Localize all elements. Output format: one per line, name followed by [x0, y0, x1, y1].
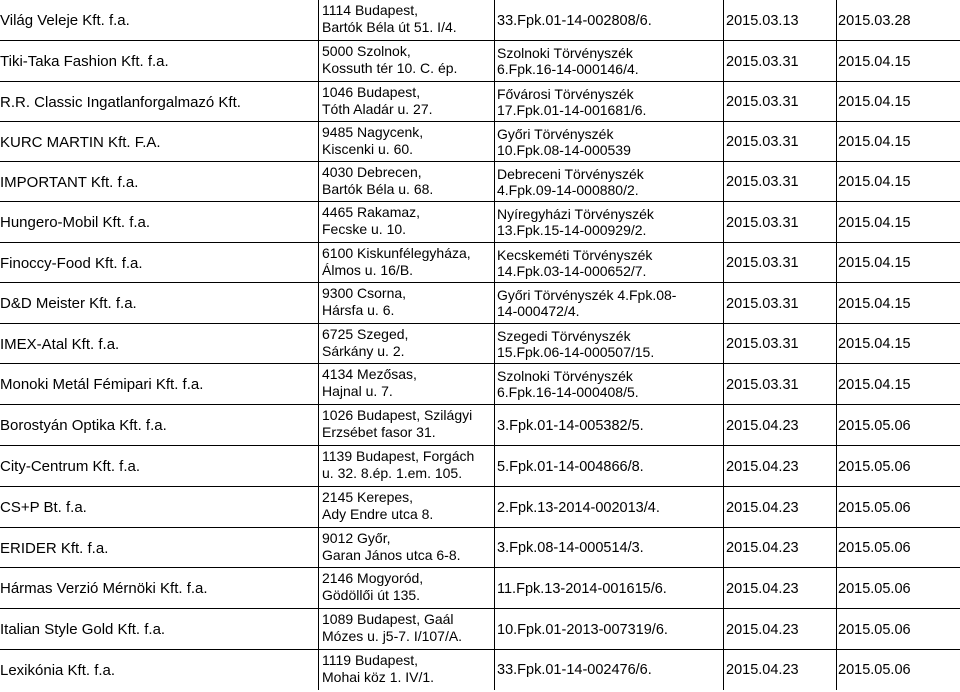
company-address [322, 446, 492, 489]
address-line-1: 1026 Budapest, Szilágyi [322, 407, 473, 423]
column-divider [723, 82, 724, 122]
case-reference [497, 162, 722, 206]
start-date: 2015.03.31 [726, 295, 799, 312]
address-line-2: Gödöllői út 135. [322, 587, 421, 603]
address-line-2: Kossuth tér 10. C. ép. [322, 60, 458, 76]
column-divider [723, 487, 724, 528]
case-line-2: 10.Fpk.08-14-000539 [497, 142, 631, 158]
column-divider [836, 283, 837, 324]
address-line-1: 2146 Mogyoród, [322, 570, 424, 586]
company-address [322, 609, 492, 652]
table-row [0, 324, 960, 364]
address-line-1: 6100 Kiskunfélegyháza, [322, 245, 471, 261]
case-line-1: 2.Fpk.13-2014-002013/4. [497, 499, 660, 516]
end-date: 2015.05.06 [838, 621, 911, 638]
column-divider [723, 0, 724, 41]
column-divider [318, 609, 319, 650]
column-divider [494, 487, 495, 528]
end-date: 2015.03.28 [838, 12, 911, 29]
case-line-1: Kecskeméti Törvényszék [497, 247, 653, 263]
case-line-1: 3.Fpk.01-14-005382/5. [497, 417, 644, 434]
table-row [0, 283, 960, 324]
column-divider [836, 243, 837, 283]
column-divider [494, 405, 495, 446]
company-address [322, 162, 492, 204]
company-address [322, 0, 492, 43]
address-line-1: 5000 Szolnok, [322, 43, 411, 59]
column-divider [723, 405, 724, 446]
end-date: 2015.04.15 [838, 134, 911, 150]
column-divider [494, 364, 495, 405]
company-address [322, 487, 492, 530]
column-divider [494, 528, 495, 568]
column-divider [318, 446, 319, 487]
end-date: 2015.05.06 [838, 458, 911, 475]
start-date: 2015.03.31 [726, 214, 799, 231]
company-name: Hungero-Mobil Kft. f.a. [0, 214, 151, 231]
column-divider [836, 0, 837, 41]
case-line-1: 5.Fpk.01-14-004866/8. [497, 458, 644, 475]
start-date: 2015.04.23 [726, 458, 799, 475]
address-line-2: Kiscenki u. 60. [322, 141, 414, 157]
end-date: 2015.05.06 [838, 662, 911, 678]
company-address [322, 202, 492, 245]
column-divider [318, 283, 319, 324]
column-divider [723, 243, 724, 283]
case-reference [497, 41, 722, 86]
case-reference [497, 405, 722, 446]
company-name: Finoccy-Food Kft. f.a. [0, 254, 143, 272]
case-line-1: Szolnoki Törvényszék [497, 45, 633, 61]
address-line-1: 1114 Budapest, [322, 2, 419, 18]
case-line-1: Fővárosi Törvényszék [497, 86, 634, 102]
case-reference [497, 650, 722, 690]
column-divider [836, 487, 837, 528]
case-reference [497, 243, 722, 287]
start-date: 2015.03.31 [726, 53, 799, 70]
case-reference [497, 487, 722, 528]
column-divider [723, 162, 724, 202]
case-line-1: 33.Fpk.01-14-002808/6. [497, 12, 652, 29]
end-date: 2015.04.15 [838, 255, 911, 271]
column-divider [318, 528, 319, 568]
column-divider [836, 162, 837, 202]
company-address [322, 283, 492, 326]
address-line-1: 4030 Debrecen, [322, 164, 422, 180]
case-line-1: Nyíregyházi Törvényszék [497, 206, 654, 222]
column-divider [723, 283, 724, 324]
case-reference [497, 568, 722, 609]
company-address [322, 405, 492, 448]
end-date: 2015.04.15 [838, 336, 911, 352]
start-date: 2015.03.31 [726, 376, 799, 393]
address-line-2: Mohai köz 1. IV/1. [322, 669, 435, 685]
case-line-1: Szegedi Törvényszék [497, 328, 631, 344]
column-divider [836, 446, 837, 487]
column-divider [836, 122, 837, 162]
column-divider [723, 609, 724, 650]
table-row [0, 0, 960, 41]
column-divider [836, 324, 837, 364]
column-divider [494, 82, 495, 122]
company-name: KURC MARTIN Kft. F.A. [0, 133, 161, 151]
address-line-2: Álmos u. 16/B. [322, 262, 414, 278]
address-line-1: 9300 Csorna, [322, 285, 407, 301]
company-name: ERIDER Kft. f.a. [0, 539, 109, 557]
column-divider [318, 41, 319, 82]
company-address [322, 324, 492, 366]
column-divider [494, 122, 495, 162]
company-name: Borostyán Optika Kft. f.a. [0, 417, 167, 434]
case-reference [497, 324, 722, 368]
start-date: 2015.03.31 [726, 134, 799, 150]
column-divider [318, 650, 319, 690]
case-reference [497, 202, 722, 247]
start-date: 2015.03.31 [726, 94, 799, 110]
case-reference [497, 364, 722, 409]
address-line-2: Hársfa u. 6. [322, 302, 395, 318]
case-line-2: 14-000472/4. [497, 303, 580, 319]
column-divider [836, 41, 837, 82]
start-date: 2015.03.31 [726, 174, 799, 190]
column-divider [494, 650, 495, 690]
address-line-2: Mózes u. j5-7. I/107/A. [322, 628, 463, 644]
company-name: Monoki Metál Fémipari Kft. f.a. [0, 376, 204, 393]
address-line-2: Sárkány u. 2. [322, 343, 405, 359]
address-line-2: Tóth Aladár u. 27. [322, 101, 433, 117]
company-name: Tiki-Taka Fashion Kft. f.a. [0, 53, 169, 70]
table-row [0, 82, 960, 122]
column-divider [836, 202, 837, 243]
column-divider [723, 568, 724, 609]
column-divider [836, 528, 837, 568]
company-name: R.R. Classic Ingatlanforgalmazó Kft. [0, 93, 241, 111]
column-divider [318, 82, 319, 122]
table-row [0, 568, 960, 609]
case-line-1: 33.Fpk.01-14-002476/6. [497, 662, 652, 678]
case-line-1: Debreceni Törvényszék [497, 166, 644, 182]
end-date: 2015.04.15 [838, 94, 911, 110]
company-address [322, 568, 492, 611]
column-divider [836, 82, 837, 122]
end-date: 2015.04.15 [838, 295, 911, 312]
column-divider [494, 41, 495, 82]
end-date: 2015.04.15 [838, 53, 911, 70]
address-line-2: Bartók Béla út 51. I/4. [322, 19, 457, 35]
start-date: 2015.03.13 [726, 12, 799, 29]
case-reference [497, 609, 722, 650]
address-line-2: u. 32. 8.ép. 1.em. 105. [322, 465, 463, 481]
column-divider [723, 364, 724, 405]
column-divider [318, 568, 319, 609]
column-divider [723, 528, 724, 568]
end-date: 2015.05.06 [838, 417, 911, 434]
company-name: Lexikónia Kft. f.a. [0, 661, 116, 679]
column-divider [723, 324, 724, 364]
case-reference [497, 82, 722, 126]
company-address [322, 41, 492, 84]
column-divider [723, 446, 724, 487]
column-divider [836, 609, 837, 650]
start-date: 2015.04.23 [726, 499, 799, 516]
address-line-1: 9012 Győr, [322, 530, 391, 546]
start-date: 2015.04.23 [726, 662, 799, 678]
column-divider [318, 405, 319, 446]
company-address [322, 650, 492, 692]
column-divider [318, 364, 319, 405]
address-line-1: 1089 Budapest, Gaál [322, 611, 454, 627]
address-line-1: 2145 Kerepes, [322, 489, 414, 505]
case-line-1: Szolnoki Törvényszék [497, 368, 633, 384]
column-divider [494, 202, 495, 243]
table-row [0, 528, 960, 568]
column-divider [836, 364, 837, 405]
table-row [0, 487, 960, 528]
address-line-1: 1139 Budapest, Forgách [322, 448, 475, 464]
column-divider [318, 202, 319, 243]
table-row [0, 364, 960, 405]
address-line-2: Bartók Béla u. 68. [322, 181, 434, 197]
case-line-2: 17.Fpk.01-14-001681/6. [497, 102, 647, 118]
column-divider [494, 0, 495, 41]
case-reference [497, 122, 722, 166]
company-name: Hármas Verzió Mérnöki Kft. f.a. [0, 580, 208, 597]
end-date: 2015.04.15 [838, 376, 911, 393]
address-line-2: Ady Endre utca 8. [322, 506, 434, 522]
case-reference [497, 528, 722, 568]
case-line-1: 11.Fpk.13-2014-001615/6. [497, 580, 667, 597]
table-row [0, 243, 960, 283]
start-date: 2015.03.31 [726, 255, 799, 271]
address-line-1: 4134 Mezősas, [322, 366, 417, 382]
case-reference [497, 283, 722, 328]
column-divider [723, 41, 724, 82]
end-date: 2015.04.15 [838, 214, 911, 231]
table-row [0, 202, 960, 243]
column-divider [723, 122, 724, 162]
company-address [322, 82, 492, 124]
table-row [0, 405, 960, 446]
column-divider [318, 162, 319, 202]
case-line-1: 3.Fpk.08-14-000514/3. [497, 540, 644, 556]
company-name: City-Centrum Kft. f.a. [0, 458, 141, 475]
address-line-1: 1119 Budapest, [322, 652, 419, 668]
address-line-1: 1046 Budapest, [322, 84, 421, 100]
case-line-1: Győri Törvényszék 4.Fpk.08- [497, 287, 677, 303]
start-date: 2015.04.23 [726, 580, 799, 597]
column-divider [318, 487, 319, 528]
case-reference [497, 446, 722, 487]
column-divider [318, 243, 319, 283]
company-name: Italian Style Gold Kft. f.a. [0, 621, 166, 638]
column-divider [836, 568, 837, 609]
company-address [322, 243, 492, 285]
case-line-1: 10.Fpk.01-2013-007319/6. [497, 621, 668, 638]
end-date: 2015.05.06 [838, 499, 911, 516]
case-line-2: 13.Fpk.15-14-000929/2. [497, 222, 647, 238]
column-divider [318, 122, 319, 162]
table-row [0, 162, 960, 202]
case-reference [497, 0, 722, 41]
case-line-1: Győri Törvényszék [497, 126, 614, 142]
address-line-2: Fecske u. 10. [322, 221, 407, 237]
table-row [0, 609, 960, 650]
column-divider [494, 243, 495, 283]
address-line-1: 4465 Rakamaz, [322, 204, 421, 220]
column-divider [494, 283, 495, 324]
company-address [322, 528, 492, 570]
column-divider [836, 650, 837, 690]
column-divider [494, 324, 495, 364]
company-address [322, 122, 492, 164]
end-date: 2015.04.15 [838, 174, 911, 190]
company-name: D&D Meister Kft. f.a. [0, 295, 137, 312]
end-date: 2015.05.06 [838, 540, 911, 556]
company-name: CS+P Bt. f.a. [0, 499, 87, 516]
column-divider [494, 446, 495, 487]
start-date: 2015.04.23 [726, 621, 799, 638]
start-date: 2015.03.31 [726, 336, 799, 352]
address-line-1: 9485 Nagycenk, [322, 124, 424, 140]
start-date: 2015.04.23 [726, 540, 799, 556]
case-line-2: 6.Fpk.16-14-000408/5. [497, 384, 639, 400]
column-divider [723, 650, 724, 690]
case-line-2: 6.Fpk.16-14-000146/4. [497, 61, 639, 77]
address-line-2: Erzsébet fasor 31. [322, 424, 436, 440]
column-divider [494, 162, 495, 202]
case-line-2: 14.Fpk.03-14-000652/7. [497, 263, 647, 279]
company-name: IMPORTANT Kft. f.a. [0, 173, 139, 191]
table-row [0, 446, 960, 487]
column-divider [494, 568, 495, 609]
end-date: 2015.05.06 [838, 580, 911, 597]
column-divider [723, 202, 724, 243]
case-line-2: 4.Fpk.09-14-000880/2. [497, 182, 639, 198]
column-divider [318, 0, 319, 41]
column-divider [836, 405, 837, 446]
table-row [0, 122, 960, 162]
company-name: Világ Veleje Kft. f.a. [0, 12, 130, 29]
case-line-2: 15.Fpk.06-14-000507/15. [497, 344, 655, 360]
table-row [0, 650, 960, 690]
start-date: 2015.04.23 [726, 417, 799, 434]
table-row [0, 41, 960, 82]
address-line-1: 6725 Szeged, [322, 326, 409, 342]
company-address [322, 364, 492, 407]
address-line-2: Garan János utca 6-8. [322, 547, 461, 563]
column-divider [494, 609, 495, 650]
column-divider [318, 324, 319, 364]
company-name: IMEX-Atal Kft. f.a. [0, 335, 120, 353]
address-line-2: Hajnal u. 7. [322, 383, 393, 399]
